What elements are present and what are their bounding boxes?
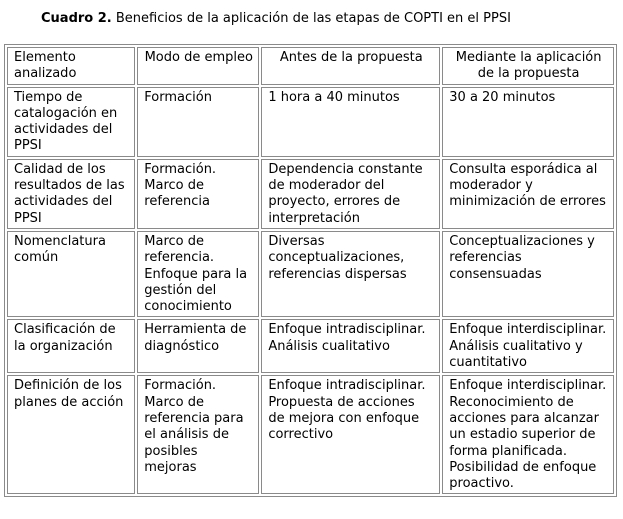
table-cell: Tiempo de catalogación en actividades del PPSI [7, 87, 135, 157]
table-row [7, 159, 614, 229]
table-cell: Enfoque intradisciplinar. Propuesta de acciones de mejora con enfoque correctivo [261, 375, 440, 494]
table-row [7, 87, 614, 157]
table-cell: 30 a 20 minutos [442, 87, 614, 157]
caption-text: Beneficios de la aplicación de las etapas de COPTI en el PPSI [115, 11, 511, 26]
table-cell: Enfoque interdisciplinar. Análisis cualitativo y cuantitativo [442, 319, 614, 373]
table-cell: Conceptualizaciones y referencias consensuadas [442, 231, 614, 317]
table-cell: Enfoque intradisciplinar. Análisis cualitativo [261, 319, 440, 373]
table-cell: Definición de los planes de acción [7, 375, 135, 494]
caption-label: Cuadro 2. [41, 11, 112, 26]
table-cell: Consulta esporádica al moderador y minimización de errores [442, 159, 614, 229]
table-cell: Herramienta de diagnóstico [137, 319, 259, 373]
header-modo-de-empleo: Modo de empleo [137, 47, 259, 85]
table-caption [41, 10, 511, 27]
table-cell: Enfoque interdisciplinar. Reconocimiento de acciones para alcanzar un estadio superior de forma planificada. Posibilidad de enfoque proactivo. [442, 375, 614, 494]
table-cell: Formación. Marco de referencia [137, 159, 259, 229]
table-cell: Calidad de los resultados de las actividades del PPSI [7, 159, 135, 229]
table-cell: Clasificación de la organización [7, 319, 135, 373]
header-antes-de-la-propuesta: Antes de la propuesta [261, 47, 440, 85]
benefits-table [4, 44, 617, 497]
table-row [7, 319, 614, 373]
table-row [7, 231, 614, 317]
header-mediante-la-aplicacion: Mediante la aplicación de la propuesta [442, 47, 614, 85]
header-elemento-analizado: Elemento analizado [7, 47, 135, 85]
table-row [7, 375, 614, 494]
table-cell: Dependencia constante de moderador del proyecto, errores de interpretación [261, 159, 440, 229]
table-cell: Nomenclatura común [7, 231, 135, 317]
table-cell: 1 hora a 40 minutos [261, 87, 440, 157]
table-header-row [7, 47, 614, 85]
table-cell: Formación. Marco de referencia para el análisis de posibles mejoras [137, 375, 259, 494]
table-cell: Formación [137, 87, 259, 157]
table-cell: Marco de referencia. Enfoque para la gestión del conocimiento [137, 231, 259, 317]
table-cell: Diversas conceptualizaciones, referencias dispersas [261, 231, 440, 317]
